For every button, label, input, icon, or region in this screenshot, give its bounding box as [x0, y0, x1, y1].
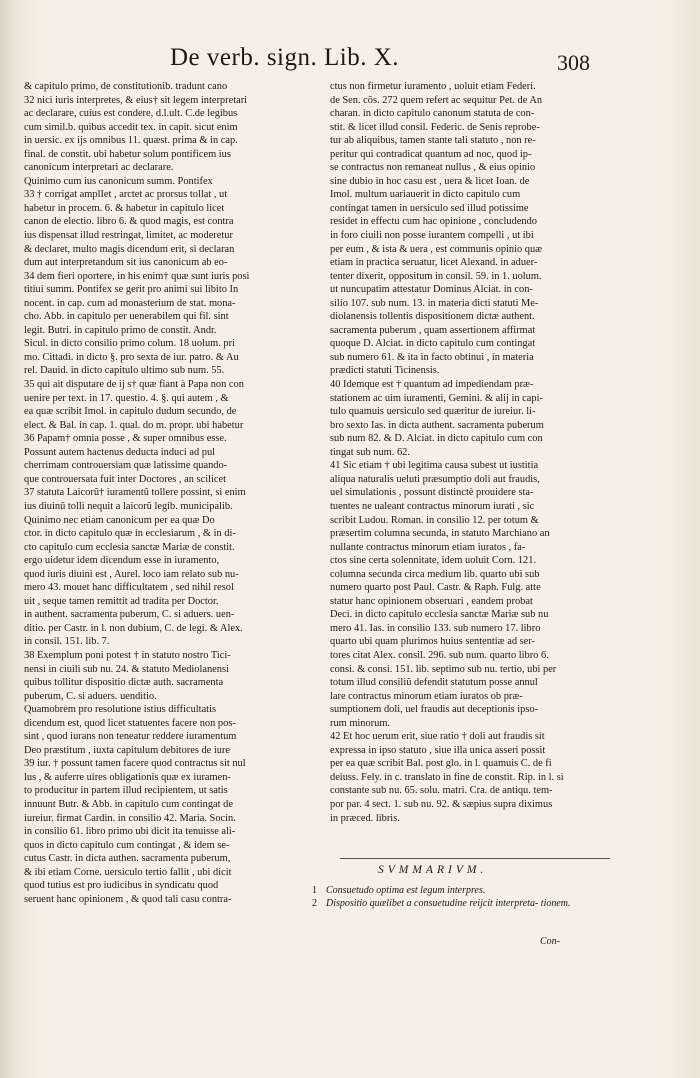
text-line: Quamobrem pro resolutione istius difficultatis	[24, 704, 217, 716]
text-line: 33 † corrigat amplIet , arctet ac prorsus tollat , ut	[24, 189, 228, 201]
text-line: Sicul. in dicto consilio primo colum. 18 uolum. pri	[24, 338, 235, 350]
text-line: quarto ubi quam plurimos huius sententiæ ad ser-	[330, 636, 535, 648]
text-line: & capitulo primo, de constitutionib. tradunt cano	[24, 81, 228, 92]
text-line: 40 Idemque est † quantum ad impediendam præ-	[330, 379, 534, 391]
text-line: rel. Dauid. in dicto capitulo ultimo sub num. 55.	[24, 365, 225, 377]
text-line: lus , & auferre uires obligationis quæ ex iuramen-	[24, 771, 231, 783]
text-line: præsertim columna secunda, in statuto Marchiano an	[330, 528, 550, 540]
text-line: de Sen. cõs. 272 quem refert ac sequitur Pet. de An	[330, 94, 543, 106]
text-line: cum simil.b. quibus accedit tex. in capit. sicut enim	[24, 121, 238, 133]
text-line: ctus non firmetur iuramento , uoluit etiam Federi.	[330, 81, 536, 92]
text-line: charan. in dicto capitulo canonum statuta de con-	[330, 108, 535, 120]
page-header	[170, 44, 590, 84]
text-line: in foro ciuili non posse iurantem compelli , ut ibi	[330, 230, 534, 242]
text-line: rum minorum.	[330, 717, 391, 729]
text-line: scribit Ludou. Roman. in consilio 12. per totum &	[330, 514, 539, 526]
text-line: se contractus non remaneat nullus , & eius opinio	[330, 162, 536, 174]
text-line: quod iuris diuini est , Aurel. loco iam relato sub nu-	[24, 568, 239, 580]
text-line: quod tutius est pro iudicibus in syndicatu quod	[24, 880, 219, 892]
text-line: deiuss. Fely. in c. translato in fine de constit. Rip. in l. si	[330, 771, 564, 783]
text-line: mero 43. mouet hanc difficultatem , sed nihil resol	[24, 582, 234, 594]
summary-divider	[340, 858, 610, 859]
running-head: De verb. sign. Lib. X.	[170, 44, 400, 71]
text-line: in præced. libris.	[330, 812, 400, 824]
text-line: iureiur. firmat Cardin. in consilio 42. Maria. Socin.	[24, 812, 236, 824]
text-line: prædicti statuti Ticinensis.	[330, 365, 440, 377]
text-line: expressa in ipso statuto , siue illa unica asseri possit	[330, 744, 546, 756]
text-line: sine dubio in hoc casu est , uera & licet Ioan. de	[330, 175, 530, 187]
summary-item-text: Dispositio quælibet a consuetudine reijcit interpreta- tionem.	[326, 897, 571, 909]
text-line: in uersic. ex ijs omnibus 11. quæst. prima & in cap.	[24, 135, 238, 147]
text-line: tur ab aliquibus, tamen stante tali statuto , non re-	[330, 135, 536, 147]
text-line: ut nuncupatim attestatur Dominus Alciat. in con-	[330, 284, 533, 296]
text-line: peritur qui contradicat quantum ad noc, quod ip-	[330, 148, 532, 160]
text-line: dicendum est, quod licet statuentes facere non pos-	[24, 717, 236, 729]
catchword: Con-	[540, 936, 560, 947]
text-line: columna secunda circa medium lib. quarto ubi sub	[330, 568, 540, 580]
text-line: 36 Papam† omnia posse , & super omnibus esse.	[24, 433, 227, 445]
text-line: sub numero 61. & ita in facto obtinui , in materia	[330, 351, 534, 363]
text-line: per ea quæ scribit Bal. post glo. in l. quamuis C. de fi	[330, 758, 552, 770]
text-line: & ibi etiam Corne. uersiculo tertio fallit , ubi dicit	[24, 866, 232, 878]
summary-item-number: 2	[312, 897, 317, 909]
text-line: tingat sub num. 62.	[330, 446, 410, 458]
text-line: cutus Castr. in dicta authen. sacramenta puberum,	[24, 853, 231, 865]
text-line: 38 Exemplum poni potest † in statuto nostro Tici-	[24, 649, 231, 661]
text-line: bro sexto Ias. in dicta authent. sacramenta puberum	[330, 419, 544, 431]
right-text-column	[330, 80, 618, 825]
left-text-column	[24, 80, 300, 906]
summary-item	[312, 885, 612, 898]
text-line: Deo præstitum , iuxta capitulum debitores de iure	[24, 744, 231, 756]
text-line: cherrimam controuersiam quæ latissime quando-	[24, 460, 228, 472]
text-line: tenter dixerit, oppositum in consil. 59. in 1. uolum.	[330, 270, 542, 282]
text-line: Imol. multum uariauerit in dicto capitulo cum	[330, 189, 521, 201]
text-line: contingat tamen in uersiculo sed illud potissime	[330, 202, 529, 214]
text-line: ctor. in dicto capitulo quæ in ecclesiarum , & in di-	[24, 528, 236, 540]
text-line: 41 Sic etiam † ubi legitima causa subest ut iustitia	[330, 460, 539, 472]
text-line: elect. & Bal. in cap. 1. qual. do m. propr. ubi habetur	[24, 419, 244, 431]
text-line: ius dispensat illud restringat, limitet, ac moderetur	[24, 230, 233, 242]
text-line: etiam in practica seruatur, licet Alexand. in aduer-	[330, 257, 538, 269]
text-line: ea quæ scribit Imol. in capitulo dudum secundo, de	[24, 406, 237, 418]
text-line: legit. Butri. in capitulo primo de constit. Andr.	[24, 324, 217, 336]
text-line: 39 iur. † possunt tamen facere quod contractus sit nul	[24, 758, 246, 770]
text-line: dum aut interpretandum sit ius canonicum ab eo-	[24, 257, 228, 269]
text-line: ergo uidetur idem dicendum esse in iuramento,	[24, 555, 220, 567]
text-line: residet in effectu cum hac opinione , concludendo	[330, 216, 537, 228]
text-line: ctos sine certa solennitate, idem uoluit Corn. 121.	[330, 555, 537, 567]
text-line: sumptionem doli, uel fraudis aut deceptionis ipso-	[330, 704, 539, 716]
summary-item-number: 1	[312, 885, 317, 896]
text-line: numero quarto post Paul. Castr. & Raph. Fulg. atte	[330, 582, 541, 594]
text-line: cho. Abb. in capitulo per uenerabilem qui fil. sint	[24, 311, 229, 323]
text-line: sacramenta puberum , quam assertionem affirmat	[330, 324, 536, 336]
text-line: titiui summ. Pontifex se gerit pro animi sui libito In	[24, 284, 239, 296]
text-line: uenire per text. in 17. questio. 4. §. qui autem , &	[24, 392, 229, 404]
page-number: 308	[557, 50, 590, 75]
text-line: 35 qui ait disputare de ij s† quæ fiant à Papa non con	[24, 379, 244, 391]
text-line: tulo quamuis uersiculo sed quæritur de iureiur. li-	[330, 406, 536, 418]
text-line: cto capitulo cum ecclesia sanctæ Mariæ de constit.	[24, 541, 235, 553]
text-line: 37 statuta Laicorũ† iuramentũ tollere possint, si enim	[24, 487, 246, 499]
text-line: ditio. per Castr. in l. non dubium, C. de legi. & Alex.	[24, 622, 243, 634]
text-line: nocent. in cap. cum ad monasterium de stat. mona-	[24, 297, 236, 309]
text-line: Possunt autem hactenus deducta induci ad pul	[24, 446, 216, 458]
summary-item	[312, 898, 612, 911]
text-line: Quinimo nec etiam canonicum per ea quæ Do	[24, 514, 215, 526]
text-line: stationem ac uim iuramenti, Gemini. & alij in capi-	[330, 392, 543, 404]
text-line: consi. & consi. 151. lib. septimo sub nu. tertio, ubi per	[330, 663, 557, 675]
text-line: 42 Et hoc uerum erit, siue ratio † doli aut fraudis sit	[330, 731, 545, 743]
text-line: lare contractus minorum etiam iuratos ob præ-	[330, 690, 523, 702]
text-line: 32 nici iuris interpretes, & eius† sit legem interpretari	[24, 94, 248, 106]
text-line: quibus tollitur dispositio dictæ auth. sacramenta	[24, 677, 224, 689]
text-line: uel simulationis , possunt distinctè prouidere sta-	[330, 487, 534, 499]
text-line: sint , quod iurans non teneatur reddere iuramentum	[24, 731, 237, 743]
text-line: quos in dicto capitulo cum contingat , & idem se-	[24, 839, 230, 851]
text-line: nensi in ciuili sub nu. 24. & statuto Mediolanensi	[24, 663, 229, 675]
text-line: diolanensis tollentis dispositionem dictæ authent.	[330, 311, 535, 323]
text-line: innuunt Butr. & Abb. in capitulo cum contingat de	[24, 798, 233, 810]
text-line: puberum, C. si aduers. uenditio.	[24, 690, 157, 702]
text-line: que controuersata fuit inter Doctores , an scilicet	[24, 473, 226, 485]
text-line: in authent. sacramenta puberum, C. si aduers. uen-	[24, 609, 235, 621]
text-line: constante sub nu. 65. solu. matri. Cra. de antiqu. tem-	[330, 785, 553, 797]
text-line: totum illud consiliũ defendit statutum posse annul	[330, 677, 538, 689]
text-line: seruent hanc opinionem , & quod tali casu contra-	[24, 893, 232, 905]
text-line: mero 41. Ias. in consilio 133. sub numero 17. libro	[330, 622, 541, 634]
text-line: final. de constit. ubi habetur solum pontificem ius	[24, 148, 231, 160]
text-line: mo. Cittadi. in dicto §. pro sexta de iur. patro. & Au	[24, 351, 239, 363]
text-line: uit , seque tamen remittit ad tradita per Doctor.	[24, 595, 219, 607]
text-line: to producitur in partem illud recipientem, ut satis	[24, 785, 228, 797]
text-line: nullante contractus minorum etiam iuratos , fa-	[330, 541, 526, 553]
text-line: tores citat Alex. consil. 296. sub num. quarto libro 6.	[330, 649, 549, 661]
text-line: canonicum interpretari ac declarare.	[24, 162, 174, 174]
text-line: tuentes ne ualeant contractus minorum iurati , sic	[330, 500, 535, 512]
text-line: & declaret, multo magis dicendum erit, si declaran	[24, 243, 235, 255]
text-line: sub num 82. & D. Alciat. in dicto capitulo cum con	[330, 433, 543, 445]
text-line: aliqua naturalis ueluti præsumptio doli aut fraudis,	[330, 473, 540, 485]
text-line: in consil. 151. lib. 7.	[24, 636, 110, 648]
text-line: por par. 4 sect. 1. sub nu. 92. & sæpius supra diximus	[330, 798, 553, 810]
text-line: silio 107. sub num. 13. in materia dicti statuti Me-	[330, 297, 539, 309]
summary-list	[312, 885, 612, 910]
text-line: stit. & licet illud consil. Federic. de Senis reprobe-	[330, 121, 540, 133]
text-line: in consilio 61. libro primo ubi dicit ita tenuisse ali-	[24, 826, 236, 838]
text-line: quoque D. Alciat. in dicto capitulo cum contingat	[330, 338, 536, 350]
text-line: ius diuinũ tolli nequit a laicorũ legib. municipalib.	[24, 500, 233, 512]
text-line: Quinimo cum ius canonicum summ. Pontifex	[24, 175, 213, 187]
text-line: per eum , & ista & uera , est communis opinio quæ	[330, 243, 543, 255]
text-line: 34 dem fieri oportere, in his enim† quæ sunt iuris posi	[24, 270, 250, 282]
text-line: canon de electio. libro 6. & quod magis, est contra	[24, 216, 234, 228]
text-line: Deci. in dicto capitulo ecclesia sanctæ Mariæ sub nu	[330, 609, 549, 621]
text-line: ac declarare, cuius est condere, d.l.ult. C.de legibus	[24, 108, 238, 120]
text-line: statur hanc opinionem obseruari , eandem probat	[330, 595, 533, 607]
summary-title: SVMMARIVM.	[378, 864, 488, 876]
text-line: habetur in procem. 6. & habetur in capitulo licet	[24, 202, 225, 214]
summary-item-text: Consuetudo optima est legum interpres.	[326, 885, 486, 896]
